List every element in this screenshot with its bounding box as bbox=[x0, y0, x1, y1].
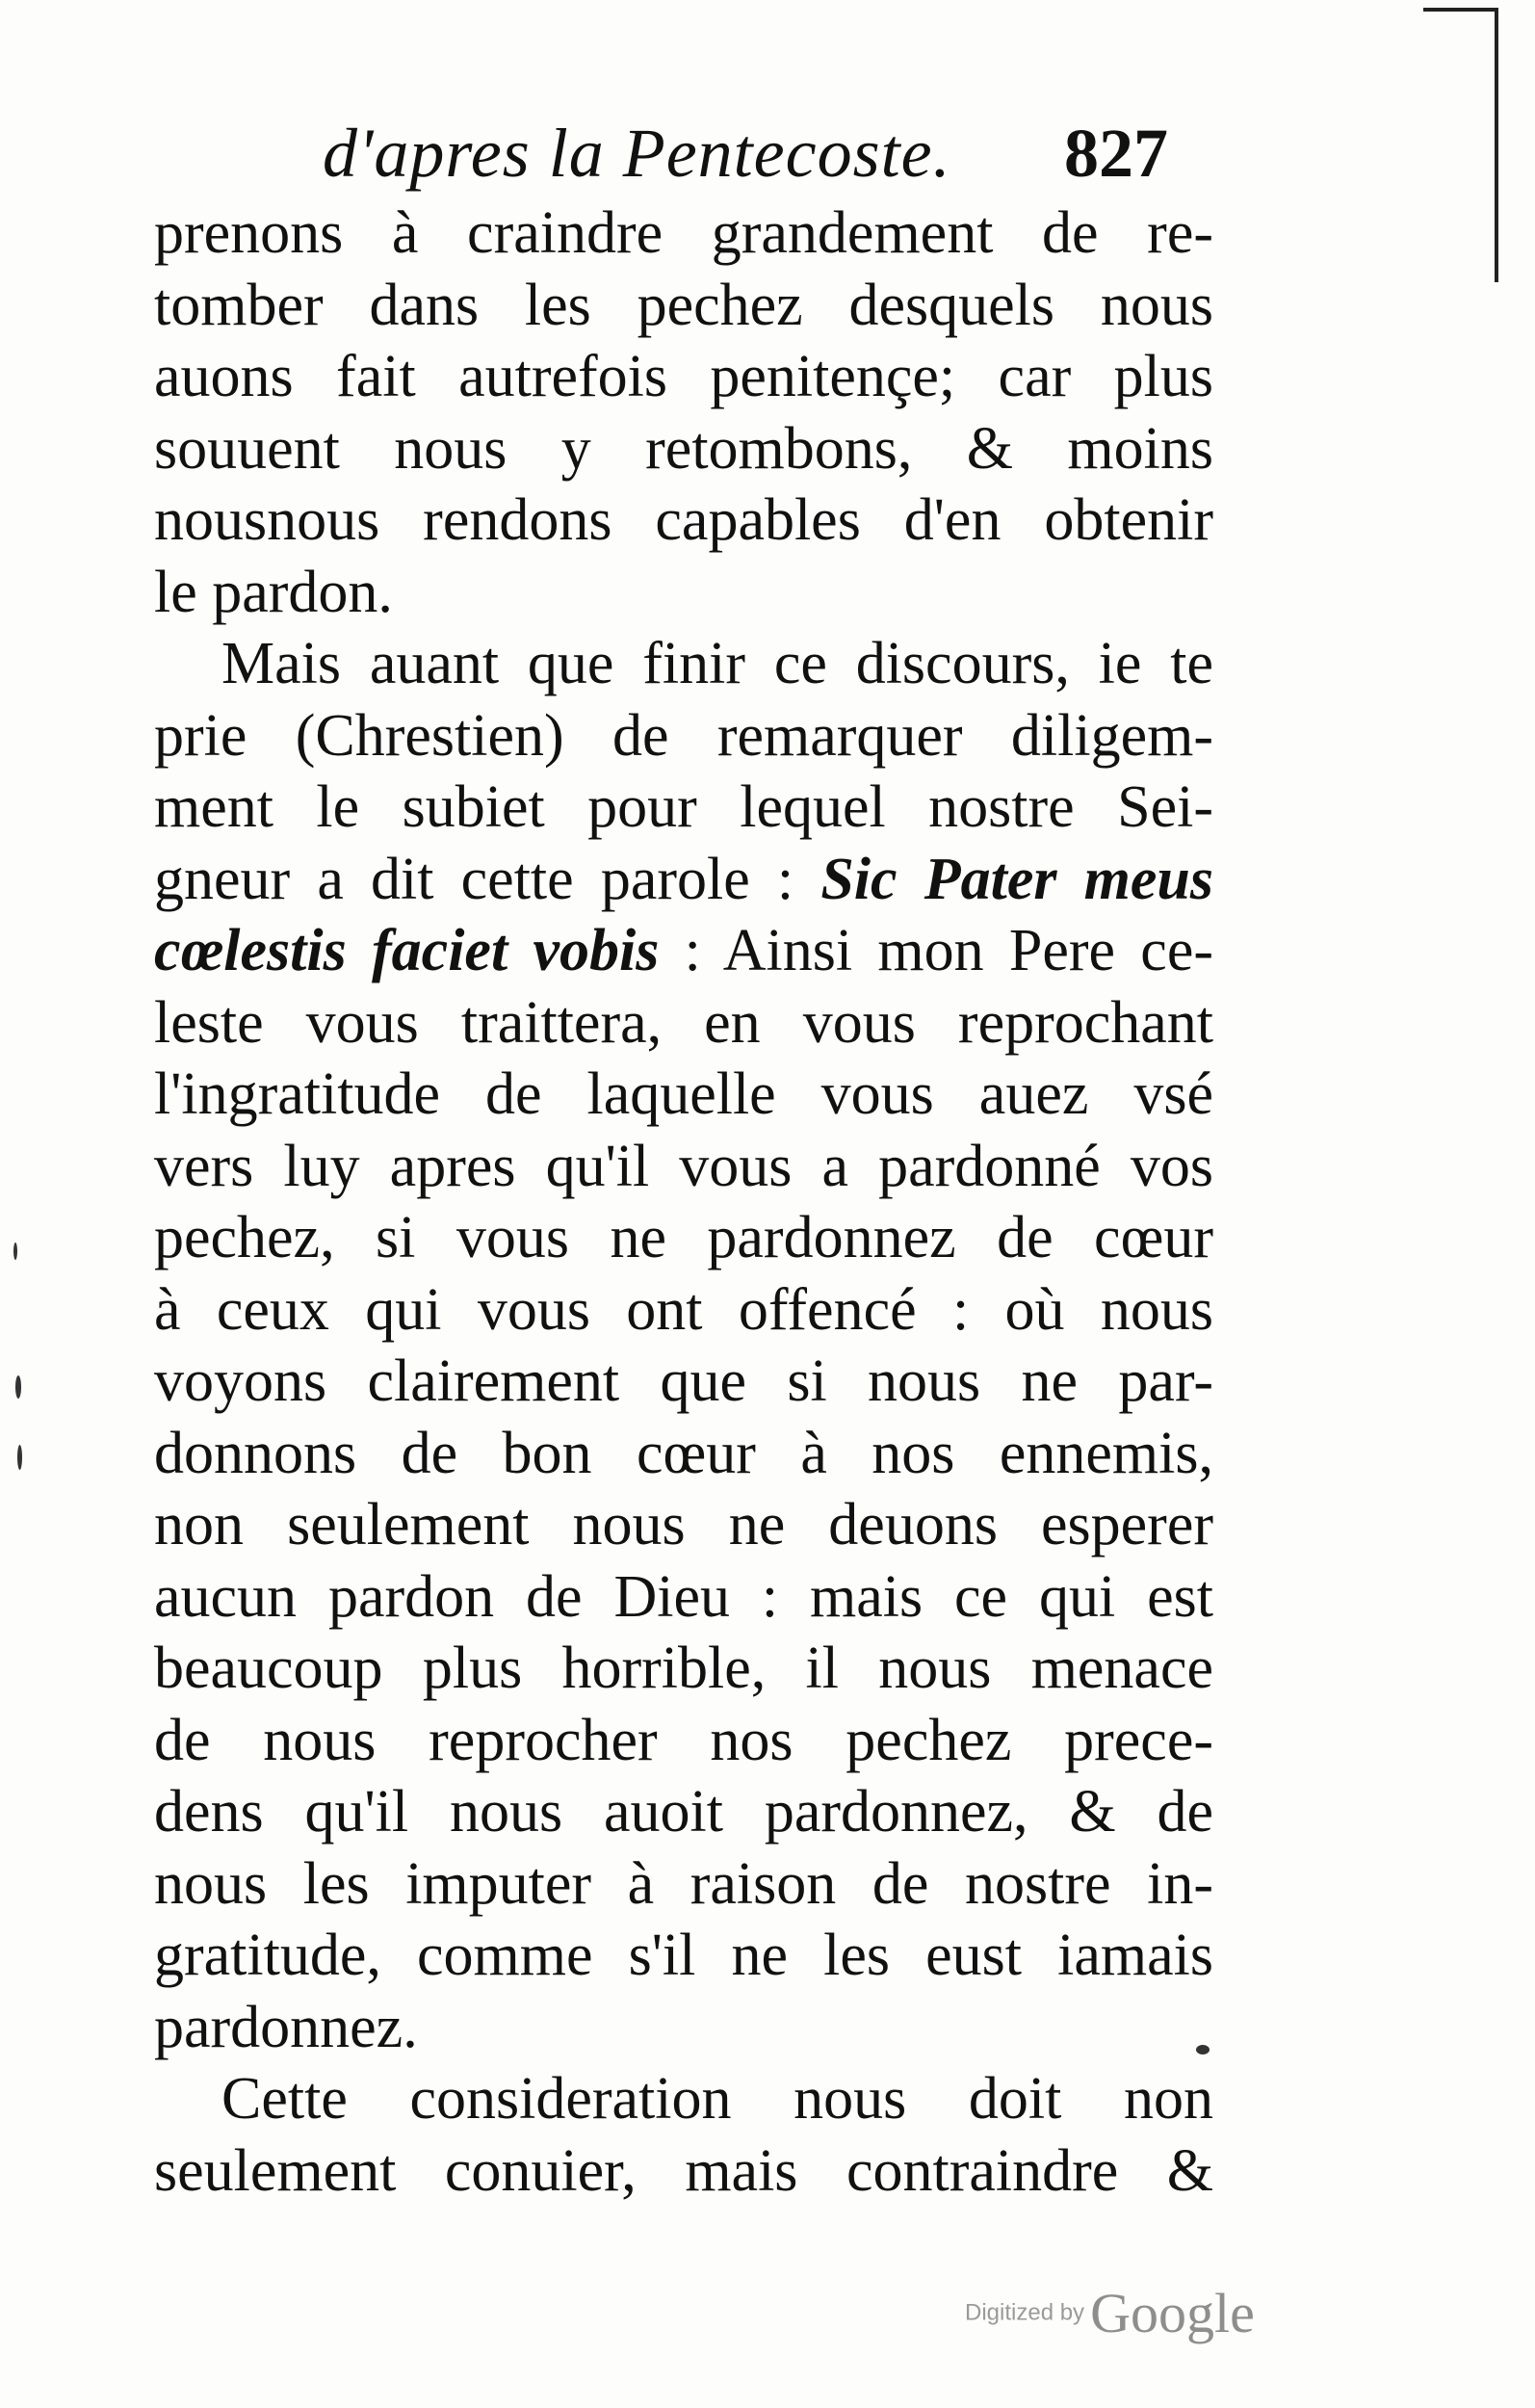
text-line: nous les imputer à raison de nostre in- bbox=[154, 1850, 1213, 1917]
text-line: dens qu'il nous auoit pardonnez, & de bbox=[154, 1779, 1213, 1845]
scan-speck bbox=[15, 1375, 21, 1399]
text-line: tomber dans les pechez desquels nous bbox=[154, 272, 1213, 338]
text-line: leste vous traittera, en vous reprochant bbox=[154, 989, 1213, 1056]
text-line: donnons de bon cœur à nos ennemis, bbox=[154, 1420, 1213, 1486]
text-line: seulement conuier, mais contraindre & bbox=[154, 2137, 1213, 2204]
watermark-brand: Google bbox=[1090, 2282, 1255, 2344]
text-line-paragraph-start: Mais auant que finir ce discours, ie te bbox=[221, 631, 1213, 696]
text-line: voyons clairement que si nous ne par- bbox=[154, 1348, 1213, 1414]
scan-speck bbox=[17, 1445, 22, 1470]
text-line: l'ingratitude de laquelle vous auez vsé bbox=[154, 1061, 1213, 1127]
page-number: 827 bbox=[1064, 115, 1168, 192]
text-line: souuent nous y retombons, & moins bbox=[154, 415, 1213, 482]
text-line: le pardon. bbox=[154, 559, 393, 625]
text-line: non seulement nous ne deuons esperer bbox=[154, 1492, 1213, 1557]
text-line: pechez, si vous ne pardonnez de cœur bbox=[154, 1205, 1213, 1270]
text-line: beaucoup plus horrible, il nous menace bbox=[154, 1636, 1213, 1701]
text-line: pardonnez. bbox=[154, 1994, 418, 2060]
body-text bbox=[154, 197, 1213, 2207]
text-line: gneur a dit cette parole : Sic Pater meus bbox=[154, 846, 1213, 912]
text-line: cœlestis faciet vobis : Ainsi mon Pere ce- bbox=[154, 918, 1213, 983]
text-line: prie (Chrestien) de remarquer diligem- bbox=[154, 702, 1213, 769]
text-line: à ceux qui vous ont offencé : où nous bbox=[154, 1276, 1213, 1343]
text-line: auons fait autrefois penitençe; car plus bbox=[154, 344, 1213, 409]
binding-edge bbox=[1495, 8, 1498, 282]
binding-edge-top bbox=[1423, 8, 1498, 12]
text-line: nousnous rendons capables d'en obtenir bbox=[154, 487, 1213, 553]
text-line: prenons à craindre grandement de re- bbox=[154, 200, 1213, 266]
text-line: gratitude, comme s'il ne les eust iamais bbox=[154, 1923, 1213, 1988]
scan-speck bbox=[13, 1243, 17, 1260]
text-line: de nous reprocher nos pechez prece- bbox=[154, 1707, 1213, 1773]
latin-quote: cœlestis faciet vobis bbox=[154, 918, 660, 983]
latin-quote: Sic Pater meus bbox=[820, 846, 1213, 912]
running-head bbox=[323, 114, 1189, 200]
text-line: ment le subiet pour lequel nostre Sei- bbox=[154, 774, 1213, 840]
text-line: vers luy apres qu'il vous a pardonné vos bbox=[154, 1133, 1213, 1199]
text-line: aucun pardon de Dieu : mais ce qui est bbox=[154, 1563, 1213, 1630]
watermark-prefix: Digitized by bbox=[965, 2299, 1085, 2326]
digitization-watermark bbox=[965, 2281, 1255, 2345]
text-line-paragraph-start: Cette consideration nous doit non bbox=[221, 2066, 1213, 2132]
scan-speck bbox=[1196, 2045, 1210, 2055]
running-title: d'apres la Pentecoste. bbox=[323, 115, 951, 192]
